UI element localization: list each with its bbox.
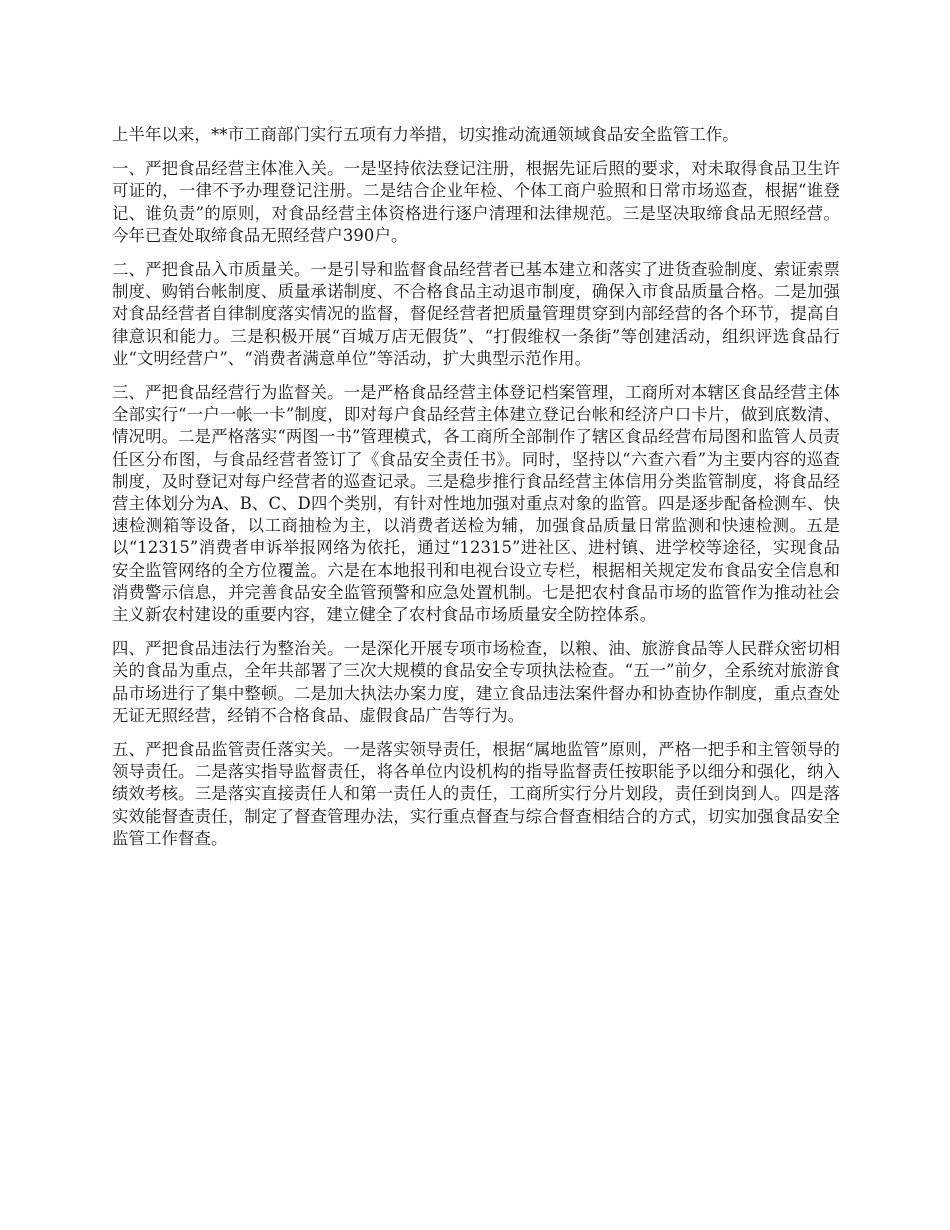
section-2-paragraph: 二、严把食品入市质量关。一是引导和监督食品经营者已基本建立和落实了进货查验制度、索证索票制度、购销台帐制度、质量承诺制度、不合格食品主动退市制度，确保入市食品质量合格。二是加强对食品经营者自律制度落实情况的监督，督促经营者把质量管理贯穿到内部经营的各个环节，提高自律意识和能力。三是积极开展“百城万店无假货”、“打假维权一条街”等创建活动，组织评选食品行业“文明经营户”、“消费者满意单位”等活动，扩大典型示范作用。 [112,260,840,368]
document-body [112,124,840,862]
section-5-paragraph: 五、严把食品监管责任落实关。一是落实领导责任，根据“属地监管”原则，严格一把手和主管领导的领导责任。二是落实指导监督责任，将各单位内设机构的指导监督责任按职能予以细分和强化，纳入绩效考核。三是落实直接责任人和第一责任人的责任，工商所实行分片划段，责任到岗到人。四是落实效能督查责任，制定了督查管理办法，实行重点督查与综合督查相结合的方式，切实加强食品安全监管工作督查。 [112,740,840,848]
intro-paragraph: 上半年以来，**市工商部门实行五项有力举措，切实推动流通领域食品安全监管工作。 [112,125,739,144]
section-3-paragraph: 三、严把食品经营行为监督关。一是严格食品经营主体登记档案管理，工商所对本辖区食品经营主体全部实行“一户一帐一卡”制度，即对每户食品经营主体建立登记台帐和经济户口卡片，做到底数清、情况明。二是严格落实“两图一书”管理模式，各工商所全部制作了辖区食品经营布局图和监管人员责任区分布图，与食品经营者签订了《食品安全责任书》。同时，坚持以“六查六看”为主要内容的巡查制度，及时登记对每户经营者的巡查记录。三是稳步推行食品经营主体信用分类监管制度，将食品经营主体划分为A、B、C、D四个类别，有针对性地加强对重点对象的监管。四是逐步配备检测车、快速检测箱等设备，以工商抽检为主，以消费者送检为辅，加强食品质量日常监测和快速检测。五是以“12315”消费者申诉举报网络为依托，通过“12315”进社区、进村镇、进学校等途径，实现食品安全监管网络的全方位覆盖。六是在本地报刊和电视台设立专栏，根据相关规定发布食品安全信息和消费警示信息，并完善食品安全监管预警和应急处置机制。七是把农村食品市场的监管作为推动社会主义新农村建设的重要内容，建立健全了农村食品市场质量安全防控体系。 [112,383,840,625]
section-4-paragraph: 四、严把食品违法行为整治关。一是深化开展专项市场检查，以粮、油、旅游食品等人民群众密切相关的食品为重点，全年共部署了三次大规模的食品安全专项执法检查。“五一”前夕，全系统对旅游食品市场进行了集中整顿。二是加大执法办案力度，建立食品违法案件督办和协查协作制度，重点查处无证无照经营，经销不合格食品、虚假食品广告等行为。 [112,639,840,725]
section-1-paragraph: 一、严把食品经营主体准入关。一是坚持依法登记注册，根据先证后照的要求，对未取得食品卫生许可证的，一律不予办理登记注册。二是结合企业年检、个体工商户验照和日常市场巡查，根据“谁登记、谁负责”的原则，对食品经营主体资格进行逐户清理和法律规范。三是坚决取缔食品无照经营。今年已查处取缔食品无照经营户390户。 [112,159,840,245]
